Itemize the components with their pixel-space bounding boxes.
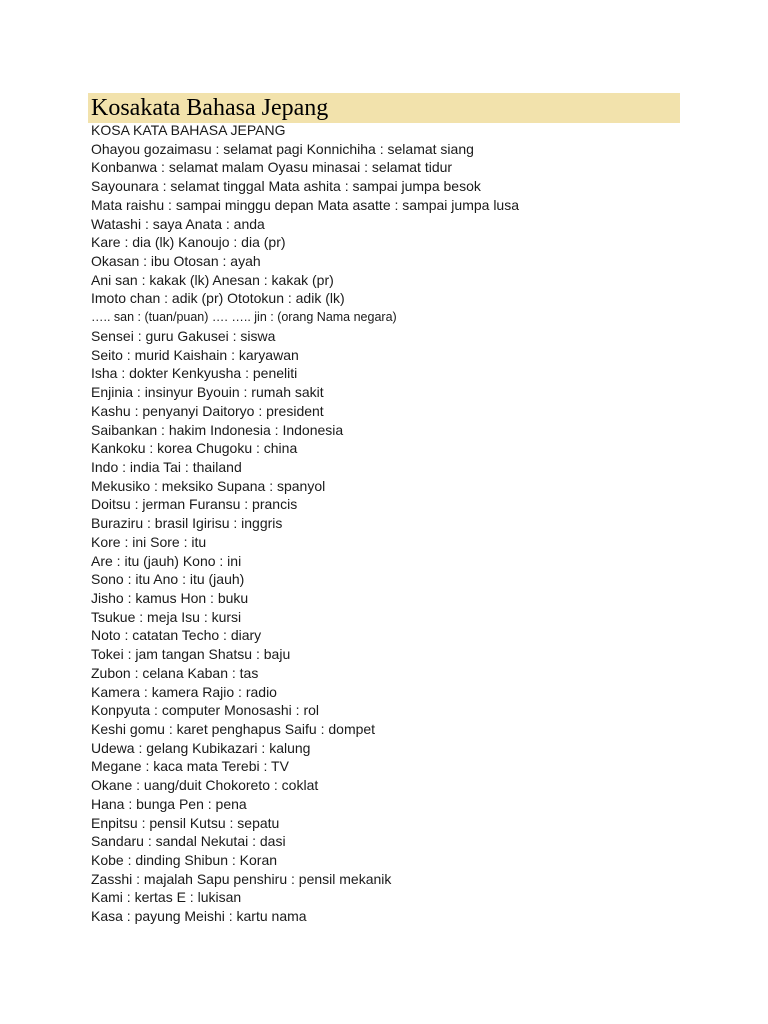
vocabulary-line: Saibankan : hakim Indonesia : Indonesia: [91, 421, 344, 438]
vocabulary-line: Kamera : kamera Rajio : radio: [91, 683, 277, 700]
vocabulary-line: Kobe : dinding Shibun : Koran: [91, 852, 278, 869]
vocabulary-line: Buraziru : brasil Igirisu : inggris: [91, 515, 283, 532]
vocabulary-line: Kasa : payung Meishi : kartu nama: [91, 908, 307, 925]
vocabulary-line: Tsukue : meja Isu : kursi: [91, 608, 242, 625]
vocabulary-line: Kore : ini Sore : itu: [91, 533, 207, 550]
vocabulary-line: Sensei : guru Gakusei : siswa: [91, 327, 276, 344]
vocabulary-line: Mekusiko : meksiko Supana : spanyol: [91, 477, 326, 494]
vocabulary-line: Kami : kertas E : lukisan: [91, 889, 242, 906]
vocabulary-line: ….. san : (tuan/puan) …. ….. jin : (orang Nama negara): [91, 310, 397, 325]
vocabulary-line: Jisho : kamus Hon : buku: [91, 589, 249, 606]
vocabulary-line: Megane : kaca mata Terebi : TV: [91, 758, 289, 775]
vocabulary-line: Keshi gomu : karet penghapus Saifu : dompet: [91, 721, 376, 737]
vocabulary-line: Kashu : penyanyi Daitoryo : president: [91, 402, 324, 419]
vocabulary-line: Ohayou gozaimasu : selamat pagi Konnichiha : selamat siang: [91, 140, 474, 157]
vocabulary-line: Konpyuta : computer Monosashi : rol: [91, 702, 320, 719]
vocabulary-line: Ani san : kakak (lk) Anesan : kakak (pr): [91, 271, 334, 288]
vocabulary-line: Sono : itu Ano : itu (jauh): [91, 571, 245, 588]
vocabulary-list: [91, 121, 691, 926]
vocabulary-line: Kare : dia (lk) Kanoujo : dia (pr): [91, 234, 286, 251]
vocabulary-line: Sandaru : sandal Nekutai : dasi: [91, 833, 286, 850]
vocabulary-line: Isha : dokter Kenkyusha : peneliti: [91, 365, 298, 382]
vocabulary-line: Watashi : saya Anata : anda: [91, 215, 265, 232]
vocabulary-line: Zubon : celana Kaban : tas: [91, 664, 259, 681]
section-heading: KOSA KATA BAHASA JEPANG: [91, 122, 286, 138]
vocabulary-line: Sayounara : selamat tinggal Mata ashita : sampai jumpa besok: [91, 178, 481, 195]
vocabulary-line: Hana : bunga Pen : pena: [91, 795, 247, 812]
vocabulary-line: Enpitsu : pensil Kutsu : sepatu: [91, 814, 280, 831]
vocabulary-line: Imoto chan : adik (pr) Ototokun : adik (lk): [91, 290, 345, 307]
vocabulary-line: Okane : uang/duit Chokoreto : coklat: [91, 777, 319, 794]
vocabulary-line: Okasan : ibu Otosan : ayah: [91, 253, 261, 270]
vocabulary-line: Kankoku : korea Chugoku : china: [91, 440, 298, 457]
vocabulary-line: Konbanwa : selamat malam Oyasu minasai : selamat tidur: [91, 159, 453, 176]
vocabulary-line: Are : itu (jauh) Kono : ini: [91, 552, 242, 569]
vocabulary-line: Enjinia : insinyur Byouin : rumah sakit: [91, 384, 324, 401]
vocabulary-line: Udewa : gelang Kubikazari : kalung: [91, 739, 311, 756]
vocabulary-line: Noto : catatan Techo : diary: [91, 627, 262, 644]
vocabulary-line: Seito : murid Kaishain : karyawan: [91, 346, 299, 363]
document-title: Kosakata Bahasa Jepang: [91, 95, 329, 121]
vocabulary-line: Zasshi : majalah Sapu penshiru : pensil mekanik: [91, 870, 392, 887]
vocabulary-line: Tokei : jam tangan Shatsu : baju: [91, 646, 291, 663]
vocabulary-line: Doitsu : jerman Furansu : prancis: [91, 496, 298, 513]
vocabulary-line: Indo : india Tai : thailand: [91, 458, 242, 475]
vocabulary-line: Mata raishu : sampai minggu depan Mata asatte : sampai jumpa lusa: [91, 196, 520, 213]
